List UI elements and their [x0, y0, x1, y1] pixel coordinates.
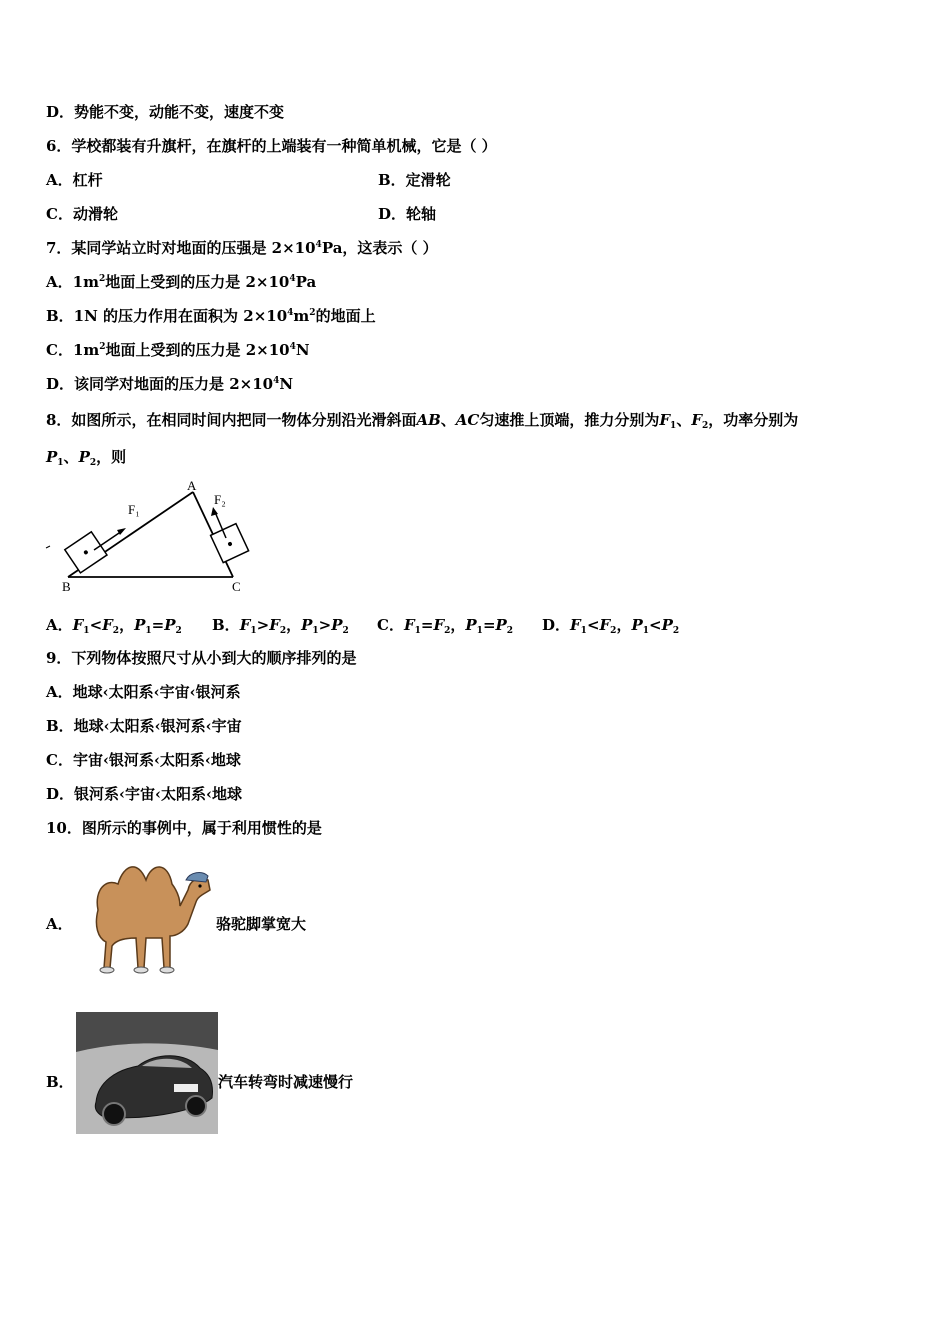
q8-b-f1: F: [239, 616, 251, 634]
q7-stem-sup: 4: [315, 240, 322, 250]
q8-b-rel1: >: [256, 616, 270, 634]
q7-b-pre: B．1N 的压力作用在面积为 2×10: [46, 307, 288, 325]
q8-d-f1-sub: 1: [580, 626, 587, 636]
q8-a-f1-sub: 1: [83, 626, 90, 636]
q8-stem-text: 8．如图所示，在相同时间内把同一物体分别沿光滑斜面: [46, 411, 417, 429]
q8-b-f2-sub: 2: [279, 626, 287, 636]
q6-option-b: B．定滑轮: [378, 171, 451, 189]
q8-a-f2-sub: 2: [112, 626, 120, 636]
q9-option-c: C．宇宙‹银河系‹太阳系‹地球: [46, 751, 241, 769]
q8-d-label: D．: [542, 616, 571, 634]
q8-p1-var: P: [46, 448, 58, 466]
q8-a-rel1: <: [89, 616, 103, 634]
q8-option-a: [46, 615, 182, 635]
q7-a-pre: A．1m: [46, 273, 99, 291]
q8-sep2: 、: [676, 411, 692, 429]
q8-d-p1: P: [631, 616, 643, 634]
q7-b-mid: m: [293, 307, 310, 325]
q8-stem-text3: ，功率分别为: [708, 411, 799, 429]
q8-b-p2-sub: 2: [342, 626, 349, 636]
q10-option-b-label: B．: [46, 1073, 74, 1091]
q9-option-a: A．地球‹太阳系‹宇宙‹银河系: [46, 683, 241, 701]
q8-b-rel2: >: [318, 616, 332, 634]
q8-option-d: [542, 615, 679, 635]
q8-a-p1: P: [134, 616, 146, 634]
camel-foot: [100, 967, 114, 973]
q8-option-b: [212, 615, 349, 635]
label-f2: F₂: [214, 492, 226, 507]
q8-c-p2-sub: 2: [506, 626, 514, 636]
q8-c-p1-sub: 1: [476, 626, 483, 636]
q8-f2-var: F: [691, 411, 702, 429]
q7-a-sup2: 4: [289, 274, 296, 284]
camel-body: [96, 867, 210, 968]
q8-f2-sub: 2: [701, 421, 709, 431]
q8-c-f1: F: [403, 616, 415, 634]
q8-d-p1-sub: 1: [642, 626, 649, 636]
q8-option-c: [377, 615, 513, 635]
q9-option-b: B．地球‹太阳系‹银河系‹宇宙: [46, 717, 242, 735]
q8-c-comma: ，: [450, 616, 466, 634]
q8-d-f2-sub: 2: [610, 626, 617, 636]
q7-c-sup2: 4: [289, 342, 296, 352]
q7-b-sup: 4: [287, 308, 294, 318]
car-wheel: [186, 1096, 206, 1116]
camel-image: [76, 850, 216, 980]
q7-c-mid: 地面上受到的压力是 2×10: [105, 341, 290, 359]
q8-stem-text2: 匀速推上顶端，推力分别为: [479, 411, 660, 429]
q8-slope-ac: AC: [455, 411, 480, 429]
q8-d-f1: F: [570, 616, 581, 634]
q8-stem-line2: [46, 447, 126, 467]
q7-a-sup: 2: [98, 274, 106, 284]
q10-option-a-caption: 骆驼脚掌宽大: [216, 915, 307, 933]
q8-b-p1: P: [301, 616, 313, 634]
q7-stem-pre: 7．某同学站立时对地面的压强是 2×10: [46, 239, 316, 257]
block-on-ab: [65, 532, 107, 573]
camel-foot: [160, 967, 174, 973]
block-on-ac: [211, 524, 249, 563]
q7-option-c: [46, 340, 310, 360]
q8-incline-diagram: [42, 478, 262, 596]
q8-sep: 、: [440, 411, 456, 429]
q8-a-f2: F: [102, 616, 113, 634]
q8-p2-sub: 2: [89, 458, 97, 468]
q8-a-p1-sub: 1: [145, 626, 152, 636]
label-f1: F₁: [128, 502, 140, 517]
q8-sep3: 、: [63, 448, 79, 466]
q7-a-mid: 地面上受到的压力是 2×10: [105, 273, 290, 291]
q7-d-sup: 4: [273, 376, 280, 386]
q8-b-f2: F: [269, 616, 280, 634]
license-plate: [174, 1084, 198, 1092]
q8-slope-ab: AB: [416, 411, 441, 429]
q8-b-p1-sub: 1: [312, 626, 319, 636]
q8-b-comma: ，: [286, 616, 302, 634]
q8-c-f1-sub: 1: [414, 626, 421, 636]
f2-arrowhead: [211, 507, 218, 516]
q8-c-rel2: =: [482, 616, 496, 634]
q8-c-label: C．: [377, 616, 404, 634]
q8-a-comma: ，: [119, 616, 135, 634]
camel-cap: [186, 873, 208, 882]
q7-option-a: [46, 272, 316, 292]
q8-c-f2: F: [433, 616, 445, 634]
q8-c-f2-sub: 2: [444, 626, 451, 636]
q8-stem-line1: [46, 410, 798, 430]
q8-d-rel1: <: [586, 616, 600, 634]
q7-b-post: 的地面上: [315, 307, 376, 325]
q7-option-b: [46, 306, 376, 326]
q7-stem: [46, 238, 438, 258]
q9-stem: 9．下列物体按照尺寸从小到大的顺序排列的是: [46, 649, 357, 667]
camel-foot: [134, 967, 148, 973]
label-c: C: [232, 579, 241, 594]
q8-b-f1-sub: 1: [250, 626, 257, 636]
q8-b-p2: P: [331, 616, 343, 634]
car-photo: [76, 1012, 218, 1134]
q8-f1-var: F: [659, 411, 671, 429]
q8-d-comma: ，: [616, 616, 632, 634]
q5-option-d: D．势能不变，动能不变，速度不变: [46, 103, 285, 121]
q7-d-post: N: [279, 375, 294, 393]
label-a: A: [187, 478, 197, 493]
q8-d-p2: P: [661, 616, 673, 634]
q6-option-a: A．杠杆: [46, 171, 103, 189]
tick-mark: [46, 546, 50, 548]
q8-b-label: B．: [212, 616, 240, 634]
q10-stem: 10．图所示的事例中，属于利用惯性的是: [46, 819, 322, 837]
q8-a-label: A．: [46, 616, 73, 634]
q8-p1-sub: 1: [57, 458, 64, 468]
q7-c-pre: C．1m: [46, 341, 100, 359]
q8-a-f1: F: [72, 616, 84, 634]
q8-c-p2: P: [495, 616, 507, 634]
q7-d-pre: D．该同学对地面的压力是 2×10: [46, 375, 274, 393]
q8-d-p2-sub: 2: [672, 626, 680, 636]
q8-a-rel2: =: [151, 616, 165, 634]
q7-c-sup: 2: [99, 342, 106, 352]
f1-arrow: [94, 531, 122, 550]
q6-option-d: D．轮轴: [378, 205, 437, 223]
q7-c-post: N: [295, 341, 310, 359]
q8-d-f2: F: [599, 616, 611, 634]
q8-d-rel2: <: [649, 616, 662, 634]
q7-b-sup2: 2: [309, 308, 316, 318]
camel-eye: [198, 884, 201, 887]
q8-stem-end: ，则: [96, 448, 127, 466]
q6-option-c: C．动滑轮: [46, 205, 118, 223]
q7-option-d: [46, 374, 293, 394]
label-b: B: [62, 579, 71, 594]
q10-option-b-caption: 汽车转弯时减速慢行: [218, 1073, 354, 1091]
car-wheel: [103, 1103, 125, 1125]
q8-f1-sub: 1: [670, 421, 677, 431]
q6-stem: 6．学校都装有升旗杆，在旗杆的上端装有一种简单机械，它是（ ）: [46, 137, 497, 155]
q7-a-post: Pa: [295, 273, 317, 291]
q7-stem-post: Pa，这表示（ ）: [321, 239, 438, 257]
q9-option-d: D．银河系‹宇宙‹太阳系‹地球: [46, 785, 243, 803]
q8-c-rel1: =: [420, 616, 434, 634]
q10-option-a-label: A．: [46, 915, 73, 933]
q8-a-p2: P: [164, 616, 176, 634]
q8-p2-var: P: [78, 448, 90, 466]
q8-a-p2-sub: 2: [175, 626, 182, 636]
q8-c-p1: P: [465, 616, 477, 634]
